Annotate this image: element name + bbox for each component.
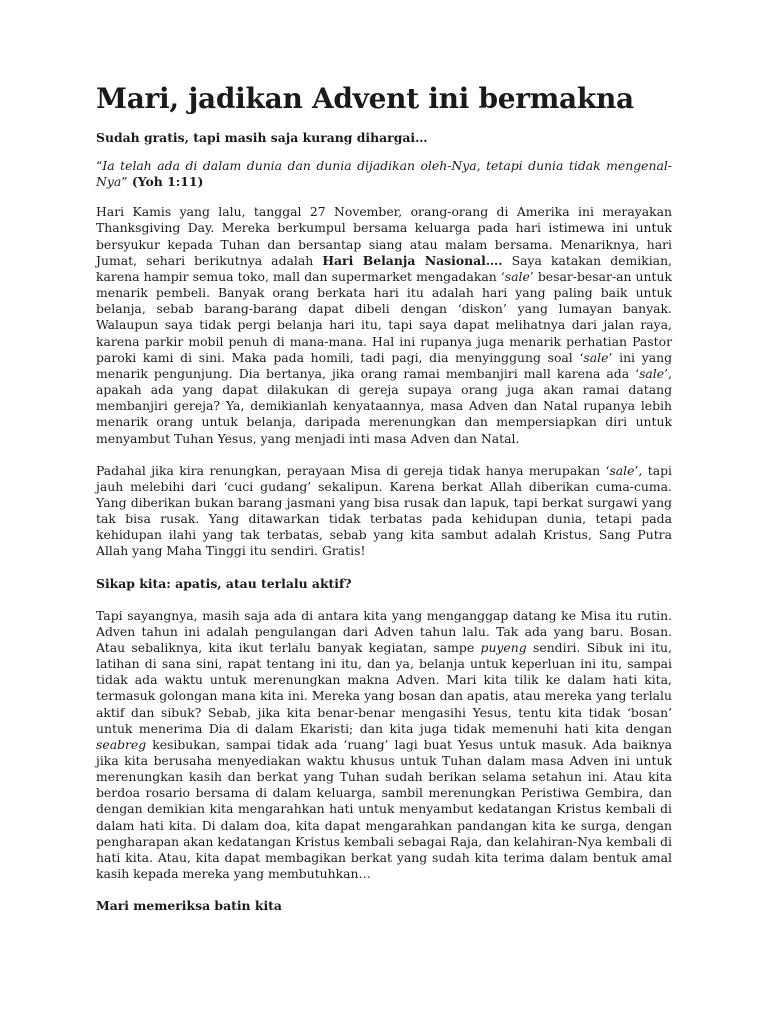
text-span: ’, tapi jauh melebihi dari ‘cuci gudang’ sekalipun. Karena berkat Allah diberikan cuma-cuma. Yang diberikan bukan barang jasmani yang bisa rusak dan lapuk, tapi berkat surgawi yang tak bisa rusak. Yang ditawarkan tidak terbatas pada kehidupan dunia, tetapi pada kehidupan ilahi yang tak terbatas, sebab yang kita sambut adalah Kristus, Sang Putra Allah yang Maha Tinggi itu sendiri. Gratis! [96,462,673,559]
text-italic: sale [639,365,665,381]
text-span: Tapi sayangnya, masih saja ada di antara kita yang menganggap datang ke Misa itu rutin. Adven tahun ini adalah pengulangan dari Adven tahun lalu. Tak ada yang baru. Bosan. Atau sebaliknya, kita ikut terlalu banyak kegiatan, sampe [96,607,672,655]
paragraph-1 [96,204,672,446]
quote-reference: (Yoh 1:11) [127,174,204,190]
text-italic: sale [583,349,609,365]
text-italic: sale [609,462,635,478]
section-heading-2: Mari memeriksa batin kita [96,898,282,914]
page-title: Mari, jadikan Advent ini bermakna [96,82,634,115]
text-span: Padahal jika kira renungkan, perayaan Misa di gereja tidak hanya merupakan ‘ [96,462,610,478]
quote-text: Ia telah ada di dalam dunia dan dunia dijadikan oleh-Nya, tetapi dunia tidak mengenal-Nya [96,158,672,190]
quote-open: “ [96,158,103,173]
text-span: Hari Kamis yang lalu, tanggal 27 November, orang-orang di Amerika ini merayakan Thanksgiving Day. Mereka berkumpul bersama keluarga pada hari istimewa ini untuk bersyukur kepada Tuhan dan bersantap siang atau malam bersama. Menariknya, hari Jumat, sehari berikutnya adalah [96,204,672,268]
text-span: ’, apakah ada yang dapat dilakukan di gereja supaya orang juga akan ramai datang membanjiri gereja? Ya, demikianlah kenyataannya, masa Adven dan Natal rupanya lebih menarik orang untuk belanja, daripada merenungkan dan mempersiapkan diri untuk menyambut Tuhan Yesus, yang menjadi inti masa Adven dan Natal. [96,365,672,446]
text-span: sendiri. Sibuk ini itu, latihan di sana sini, rapat tentang ini itu, dan ya, belanja untuk keperluan ini itu, sampai tidak ada waktu untuk merenungkan makna Adven. Mari kita tilik ke dalam hati kita, termasuk golongan mana kita ini. Mereka yang bosan dan apatis, atau mereka yang terlalu aktif dan sibuk? Sebab, jika kita benar-benar mengasihi Yesus, tentu kita tidak ‘bosan’ untuk menerima Dia di dalam Ekaristi; dan kita juga tidak memenuhi hati kita dengan [96,639,672,736]
text-italic: seabreg [96,736,147,752]
scripture-quote [96,158,672,190]
text-bold: Hari Belanja Nasional…. [322,252,503,268]
paragraph-2 [96,463,672,560]
paragraph-3 [96,608,672,883]
text-span: ’ ini yang menarik pengunjung. Dia bertanya, jika orang ramai membanjiri mall karena ada ‘ [96,349,673,381]
subtitle: Sudah gratis, tapi masih saja kurang dihargai… [96,130,428,145]
text-span: Saya katakan demikian, karena hampir semua toko, mall dan supermarket mengadakan ‘ [96,252,672,284]
quote-close: ” [121,174,128,190]
text-span: ’ besar-besar-an untuk menarik pembeli. Banyak orang berkata hari itu adalah hari yang paling baik untuk belanja, sebab barang-barang dapat dibeli dengan ‘diskon’ yang lumayan banyak. Walaupun saya tidak pergi belanja hari itu, tapi saya dapat melihatnya dari jalan raya, karena parkir mobil penuh di mana-mana. Hal ini rupanya juga menarik perhatian Pastor paroki kami di sini. Maka pada homili, tadi pagi, dia menyinggung soal ‘ [96,268,672,365]
section-heading-1: Sikap kita: apatis, atau terlalu aktif? [96,575,352,591]
text-italic: puyeng [480,639,527,655]
text-span: kesibukan, sampai tidak ada ‘ruang’ lagi buat Yesus untuk masuk. Ada baiknya jika kita berusaha menyediakan waktu khusus untuk Tuhan dalam masa Adven ini untuk merenungkan kasih dan berkat yang Tuhan sudah berikan selama setahun ini. Atau kita berdoa rosario bersama di dalam keluarga, sambil merenungkan Peristiwa Gembira, dan dengan demikian kita mengarahkan hati untuk menyambut kedatangan Kristus kembali di dalam hati kita. Di dalam doa, kita dapat mengarahkan pandangan kita ke surga, dengan pengharapan akan kedatangan Kristus kembali sebagai Raja, dan kelahiran-Nya kembali di hati kita. Atau, kita dapat membagikan berkat yang sudah kita terima dalam bentuk amal kasih kepada mereka yang membutuhkan… [96,736,672,882]
text-italic: sale [504,268,530,284]
